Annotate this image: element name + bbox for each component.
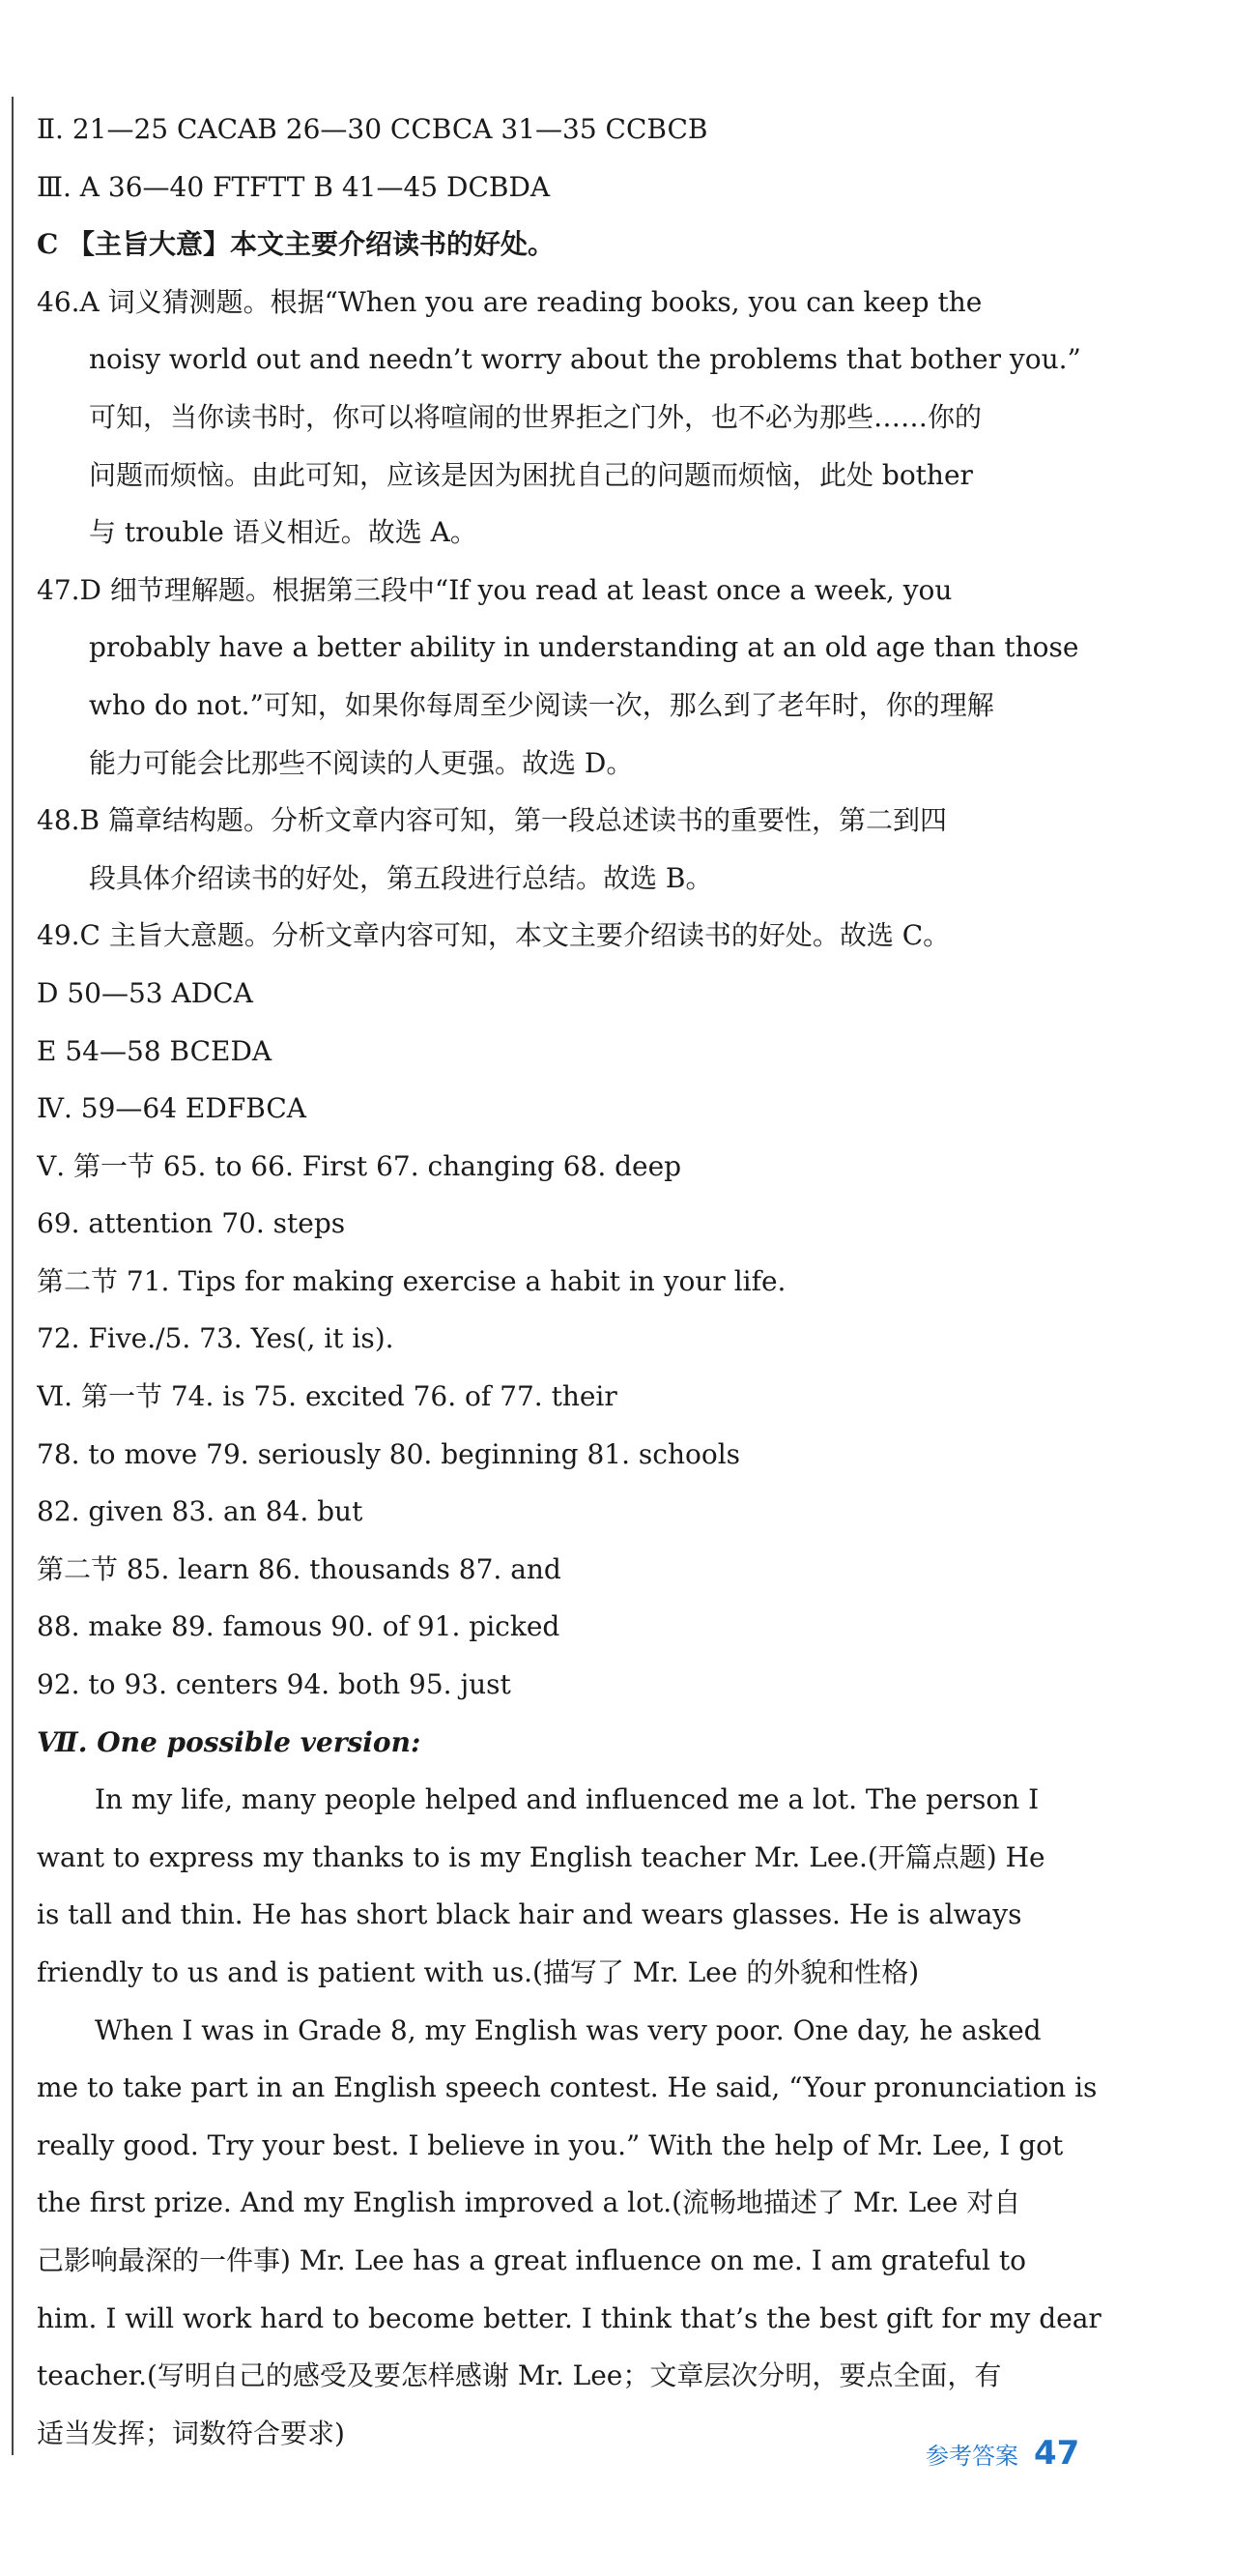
answer-line: 49.C 主旨大意题。分析文章内容可知，本文主要介绍读书的好处。故选 C。 [37,919,951,952]
answer-line: who do not.”可知，如果你每周至少阅读一次，那么到了老年时，你的理解 [89,688,994,721]
footer-label: 参考答案 [926,2443,1018,2470]
answer-line: 能力可能会比那些不阅读的人更强。故选 D。 [89,746,634,779]
essay-line: want to express my thanks to is my English teacher Mr. Lee.(开篇点题) He [37,1840,1045,1873]
answer-line: Ⅲ. A 36—40 FTFTT B 41—45 DCBDA [37,170,551,203]
answer-line: 可知，当你读书时，你可以将喧闹的世界拒之门外，也不必为那些……你的 [89,400,983,433]
essay-line: me to take part in an English speech contest. He said, “Your pronunciation is [37,2071,1098,2104]
answer-line: Ⅳ. 59—64 EDFBCA [37,1092,306,1125]
answer-line: 47.D 细节理解题。根据第三段中“If you read at least once a week, you [37,573,953,606]
answer-line: 与 trouble 语义相近。故选 A。 [89,516,477,549]
answer-line: 问题而烦恼。由此可知，应该是因为困扰自己的问题而烦恼，此处 bother [89,458,973,491]
answer-line: 46.A 词义猜测题。根据“When you are reading books, you can keep the [37,285,983,318]
answer-line: 92. to 93. centers 94. both 95. just [37,1668,511,1701]
essay-line: him. I will work hard to become better. I think that’s the best gift for my dear [37,2301,1102,2334]
answer-line: 第二节 85. learn 86. thousands 87. and [37,1552,561,1585]
essay-line: is tall and thin. He has short black hair and wears glasses. He is always [37,1898,1022,1931]
answer-line: E 54—58 BCEDA [37,1034,272,1067]
answer-line: D 50—53 ADCA [37,976,253,1009]
page-number: 47 [1034,2434,1080,2473]
answer-line: 48.B 篇章结构题。分析文章内容可知，第一段总述读书的重要性，第二到四 [37,804,948,837]
answer-line: Ⅶ. One possible version: [37,1725,421,1758]
margin-line [12,97,14,2455]
answer-line: noisy world out and needn’t worry about the problems that bother you.” [89,343,1081,376]
answer-line: Ⅴ. 第一节 65. to 66. First 67. changing 68. deep [37,1149,682,1182]
answer-content [37,101,1114,2462]
answer-line: probably have a better ability in understanding at an old age than those [89,631,1079,664]
answer-line: 82. given 83. an 84. but [37,1495,363,1528]
essay-line: the first prize. And my English improved a lot.(流畅地描述了 Mr. Lee 对自 [37,2186,1021,2219]
answer-line: 72. Five./5. 73. Yes(, it is). [37,1322,394,1355]
essay-line: When I was in Grade 8, my English was very poor. One day, he asked [95,2013,1042,2046]
answer-line: C 【主旨大意】本文主要介绍读书的好处。 [37,228,556,261]
answer-line: 第二节 71. Tips for making exercise a habit in your life. [37,1264,787,1297]
page-footer [926,2434,1079,2478]
answer-line: 69. attention 70. steps [37,1207,346,1240]
essay-line: 适当发挥；词数符合要求) [37,2417,345,2449]
answer-line: 78. to move 79. seriously 80. beginning 81. schools [37,1437,741,1470]
answer-line: 88. make 89. famous 90. of 91. picked [37,1610,560,1643]
essay-line: really good. Try your best. I believe in you.” With the help of Mr. Lee, I got [37,2128,1064,2161]
essay-line: friendly to us and is patient with us.(描写了 Mr. Lee 的外貌和性格) [37,1956,920,1988]
essay-line: 己影响最深的一件事) Mr. Lee has a great influence on me. I am grateful to [37,2243,1027,2276]
answer-line: Ⅵ. 第一节 74. is 75. excited 76. of 77. their [37,1380,617,1413]
essay-line: In my life, many people helped and influenced me a lot. The person I [95,1783,1040,1816]
answer-line: 段具体介绍读书的好处，第五段进行总结。故选 B。 [89,861,713,894]
answer-line: Ⅱ. 21—25 CACAB 26—30 CCBCA 31—35 CCBCB [37,113,708,145]
essay-line: teacher.(写明自己的感受及要怎样感谢 Mr. Lee；文章层次分明，要点全面，有 [37,2359,1002,2392]
